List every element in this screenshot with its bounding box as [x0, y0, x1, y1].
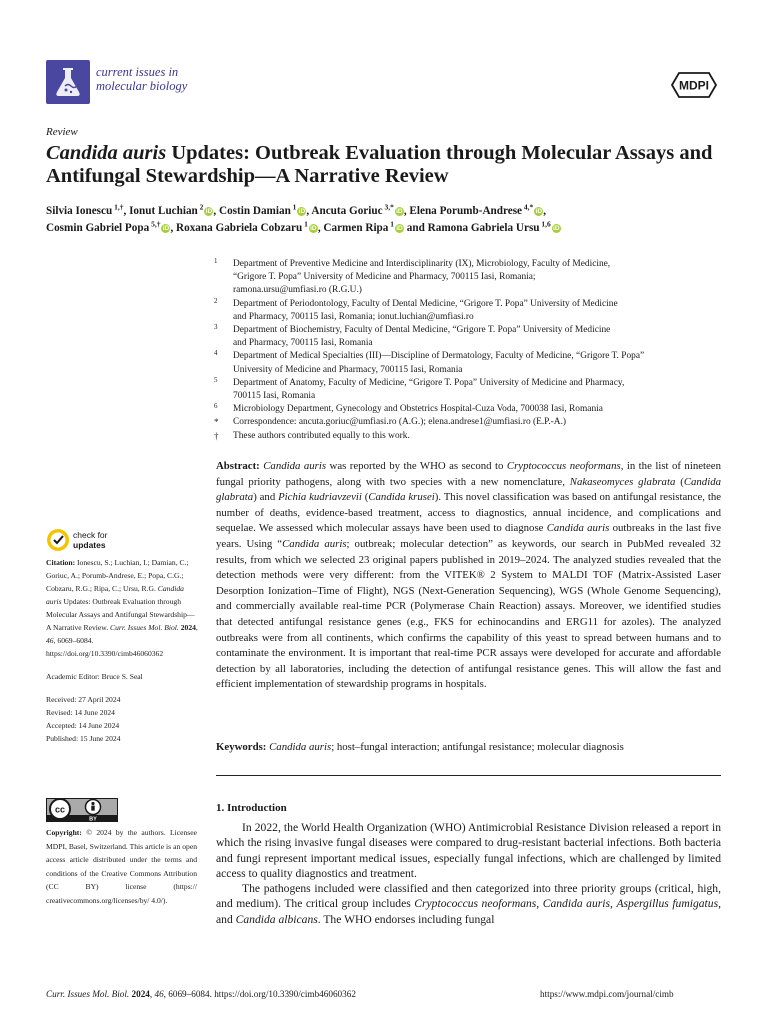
- text-run: ,: [610, 897, 617, 911]
- text-run: Ionescu, S.; Luchian, I.; Damian, C.; Goriuc, A.; Porumb-Andrese, E.; Popa, C.G.; Cobzaru, R.G.; Ripa, C.; Ursu, R.G.: [46, 558, 189, 593]
- title-rest: Updates: Outbreak Evaluation through Molecular Assays and Antifungal Stewardship—A Narrative Review: [46, 142, 713, 187]
- affiliation-item: [214, 416, 724, 429]
- by-text: BY: [89, 816, 97, 822]
- journal-logo-icon: [46, 60, 90, 104]
- italic-text: Nakaseomyces glabrata: [569, 475, 676, 488]
- copyright-text: © 2024 by the authors. Licensee MDPI, Basel, Switzerland. This article is an open access article distributed under the terms and conditions of the Creative Commons Attribution (CC BY) license (https:// creativecommons.org/licenses/by/ 4.0/).: [46, 828, 197, 905]
- text-run: ,: [536, 897, 543, 911]
- paragraph: [216, 881, 721, 927]
- author-affiliation-marker: 1,†: [112, 202, 124, 212]
- italic-text: Candida auris: [282, 537, 347, 550]
- orcid-icon[interactable]: iD: [310, 225, 317, 232]
- text-run: , and: [216, 897, 721, 926]
- author-affiliation-marker: 2: [197, 202, 204, 212]
- author-separator: ,: [317, 222, 324, 234]
- affiliation-marker: 1: [214, 257, 218, 265]
- author-affiliation-marker: 1,6: [539, 219, 551, 229]
- affiliation-marker: 6: [214, 402, 218, 411]
- bold-text: 2024: [180, 623, 196, 632]
- check-updates-line-2: updates: [73, 540, 106, 550]
- affiliation-line: Department of Preventive Medicine and Interdisciplinarity (IX), Microbiology, Faculty of Medicine,: [233, 259, 611, 269]
- text-run: . The WHO endorses including fungal: [317, 912, 495, 926]
- text-run: ,: [195, 623, 198, 632]
- text-run: ; outbreak; molecular detection” as keywords, our search in PubMed revealed 32 results, from which we selected 23 original papers published in 2019–2024. The analyzed studies revealed that the detection methods were very different: from the VITEK® 2 System to MALDI TOF (Matrix-Assisted Laser Desorption Ionization–Time of Flight), NGS (Next-Generation Sequencing), WGS (Whole Genome Sequencing), and commercially available real-time PCR (Polymerase Chain Reaction) assays. Moreover, we identified studies that detected antifungal resistance genes (e.g., FKS for echinocandins and ERG11 for azoles). The analyzed outbreaks were from all continents, which confirms the capability of this yeast to spread between humans and to contaminate the environment. It is important that real-time PCR assays were developed for accurate and affordable detection by all laboratories, including the detection of antifungal resistance genes. This will allow the fast and efficient implementation of stewardship programs in hospitals.: [216, 537, 722, 691]
- affiliation-item: [214, 377, 724, 403]
- italic-text: Cryptococcus neoformans: [506, 460, 621, 472]
- author-affiliation-marker: 3,*: [382, 202, 394, 212]
- affiliation-line: and Pharmacy, 700115 Iasi, Romania; ionut.luchian@umfiasi.ro: [233, 311, 474, 322]
- author-name: Roxana Gabriela Cobzaru: [176, 222, 303, 234]
- academic-editor: Academic Editor: Bruce S. Seal: [46, 672, 143, 681]
- author-name: Ramona Gabriela Ursu: [427, 222, 540, 234]
- author-affiliation-marker: 1: [290, 202, 297, 212]
- italic-text: Cryptococcus neoformans: [414, 897, 537, 911]
- mdpi-logo: [668, 70, 720, 100]
- affiliation-line: These authors contributed equally to this work.: [233, 430, 410, 441]
- affiliation-item: [214, 298, 724, 324]
- affiliation-line: University of Medicine and Pharmacy, 700115 Iasi, Romania: [233, 364, 463, 375]
- affiliation-line: Department of Medical Specialties (III)—Discipline of Dermatology, Faculty of Medicine, “Grigore T. Popa”: [233, 351, 645, 362]
- author-name: Carmen Ripa: [323, 222, 389, 234]
- check-updates-line-1: check for: [73, 530, 108, 540]
- keywords: [216, 741, 721, 753]
- italic-text: Candida krusei: [368, 491, 435, 504]
- author-affiliation-marker: 1: [388, 219, 394, 229]
- text-run: , in the list of nineteen fungal priority pathogens, along with two species with a new nomenclature,: [216, 460, 721, 488]
- date-line: Revised: 14 June 2024: [46, 708, 115, 717]
- italic-text: Candida auris: [269, 741, 332, 753]
- affiliation-marker: †: [214, 430, 219, 441]
- affiliation-item: [214, 324, 724, 350]
- citation: [46, 556, 198, 660]
- text-run: Updates: Outbreak Evaluation through Molecular Assays and Antifungal Stewardship—A Narrative Review.: [46, 597, 195, 632]
- check-for-updates-badge[interactable]: [46, 527, 126, 553]
- orcid-icon[interactable]: iD: [396, 208, 403, 215]
- author-separator: ,: [403, 205, 410, 217]
- author-list: [46, 203, 736, 237]
- italic-text: Candida auris: [542, 897, 611, 911]
- author-separator: ,: [306, 205, 312, 217]
- abstract-body: [216, 460, 721, 690]
- text-run: In 2022, the World Health Organization (WHO) Antimicrobial Resistance Division released a report in which the rising invasive fungal diseases were compared to drug-resistant bacterial infections. Both bacteria and fungi represent important medical issues, especially fungal infections, which are challenged by limited access to quality diagnostics and treatment.: [216, 821, 721, 880]
- author-name: Silvia Ionescu: [46, 205, 113, 217]
- section-heading: 1. Introduction: [216, 802, 287, 814]
- author-separator: ,: [213, 205, 219, 217]
- author-separator: ,: [543, 205, 547, 217]
- article-title: [46, 142, 736, 188]
- affiliation-line: 700115 Iasi, Romania: [233, 391, 316, 402]
- text-run: ) and: [253, 491, 279, 504]
- affiliation-marker: 2: [214, 296, 218, 305]
- italic-text: Curr. Issues Mol. Biol.: [110, 623, 179, 632]
- journal-name-line-1: current issues in: [96, 65, 179, 79]
- mdpi-logo-text: MDPI: [679, 78, 709, 93]
- orcid-icon[interactable]: iD: [535, 208, 543, 215]
- sidebar: [46, 556, 198, 745]
- affiliation-marker: 5: [214, 375, 218, 384]
- cc-by-license-badge[interactable]: [46, 798, 118, 822]
- affiliation-line: Microbiology Department, Gynecology and Obstetrics Hospital-Cuza Voda, 700038 Iasi, Romania: [233, 404, 603, 415]
- affiliations: [214, 258, 724, 443]
- italic-text: Candida auris: [546, 522, 610, 535]
- text-run: , 6069–6084. https://doi.org/10.3390/cimb46060362: [163, 989, 356, 999]
- italic-text: Curr. Issues Mol. Biol.: [46, 989, 130, 999]
- affiliation-item: [214, 403, 724, 416]
- text-run: ,: [149, 989, 155, 999]
- introduction-text: [216, 820, 721, 927]
- affiliation-line: and Pharmacy, 700115 Iasi, Romania: [233, 338, 373, 349]
- affiliation-marker: 3: [214, 323, 218, 332]
- author-affiliation-marker: 5,†: [149, 219, 161, 229]
- abstract-label: Abstract:: [216, 460, 260, 472]
- keywords-label: Keywords:: [216, 741, 267, 753]
- text-run: (: [675, 475, 684, 488]
- italic-text: 46: [46, 636, 54, 645]
- text-run: The pathogens included were classified and then categorized into three priority groups (critical, high, and medium). The critical group includes: [216, 882, 721, 911]
- italic-text: Candida auris: [263, 460, 327, 472]
- affiliation-marker: 4: [214, 349, 218, 358]
- affiliation-line: ramona.ursu@umfiasi.ro (R.G.U.): [233, 285, 362, 296]
- italic-text: Aspergillus fumigatus: [616, 897, 719, 911]
- orcid-icon[interactable]: iD: [162, 225, 170, 232]
- affiliation-item: [214, 430, 724, 443]
- text-run: ; host–fungal interaction; antifungal resistance; molecular diagnosis: [331, 741, 624, 753]
- affiliation-line: Department of Anatomy, Faculty of Medicine, “Grigore T. Popa” University of Medicine and Pharmacy,: [233, 377, 625, 388]
- journal-name: [96, 66, 187, 93]
- author-name: Ionut Luchian: [129, 205, 198, 217]
- text-run: , 6069–6084. https://doi.org/10.3390/cimb46060362: [46, 636, 164, 658]
- affiliation-item: [214, 258, 724, 298]
- author-name: Elena Porumb-Andrese: [409, 205, 523, 217]
- affiliation-line: “Grigore T. Popa” University of Medicine and Pharmacy, 700115 Iasi, Romania;: [233, 272, 536, 283]
- text-run: was reported by the WHO as second to: [326, 460, 507, 472]
- italic-text: Candida auris: [46, 584, 184, 606]
- orcid-icon[interactable]: iD: [205, 208, 213, 215]
- author-name: Ancuta Goriuc: [311, 205, 383, 217]
- journal-name-line-2: molecular biology: [96, 78, 188, 93]
- affiliation-marker: *: [214, 417, 219, 428]
- author-name: Cosmin Gabriel Popa: [46, 222, 150, 234]
- bold-text: 2024: [131, 989, 150, 999]
- title-species: Candida auris: [46, 142, 167, 164]
- author-affiliation-marker: 1: [302, 219, 308, 229]
- author-name: Costin Damian: [219, 205, 291, 217]
- italic-text: 46: [154, 989, 164, 999]
- dates-block: [46, 693, 198, 745]
- section-divider: [216, 775, 721, 776]
- affiliation-line: Department of Periodontology, Faculty of Dental Medicine, “Grigore T. Popa” University of Medicine: [233, 298, 618, 309]
- citation-body[interactable]: [46, 558, 198, 658]
- date-line: Accepted: 14 June 2024: [46, 721, 120, 730]
- italic-text: Candida albicans: [235, 912, 318, 926]
- cc-text: cc: [54, 804, 66, 815]
- text-run: outbreaks in the last five years. Using “: [216, 522, 721, 550]
- copyright-label: Copyright:: [46, 828, 82, 837]
- italic-text: Pichia kudriavzevii: [278, 491, 362, 504]
- date-line: Received: 27 April 2024: [46, 695, 121, 704]
- paragraph: [216, 820, 721, 881]
- orcid-icon[interactable]: iD: [298, 208, 306, 215]
- citation-label: Citation:: [46, 558, 76, 567]
- copyright-notice: [46, 826, 197, 907]
- author-affiliation-marker: 4,*: [522, 202, 534, 212]
- text-run: ). This novel classification was based on antifungal resistance, the number of deaths, evidence-based treatment, access to diagnostics, annual incidence, and complications and sequelae. We assessed which molecular assays have been used to diagnose: [216, 491, 722, 535]
- abstract: [216, 459, 721, 693]
- footer-citation: [46, 989, 356, 999]
- affiliation-line: Department of Biochemistry, Faculty of Dental Medicine, “Grigore T. Popa” University of Medicine: [233, 325, 611, 336]
- italic-text: Candida glabrata: [216, 475, 722, 504]
- date-line: Published: 15 June 2024: [46, 734, 121, 743]
- author-separator: ,: [123, 205, 130, 217]
- footer-journal-url[interactable]: https://www.mdpi.com/journal/cimb: [540, 989, 674, 999]
- affiliation-item: [214, 350, 724, 376]
- keywords-body: [266, 741, 623, 753]
- orcid-icon[interactable]: iD: [553, 225, 560, 232]
- author-separator: ,: [170, 222, 177, 234]
- affiliation-line: Correspondence: ancuta.goriuc@umfiasi.ro (A.G.); elena.andrese1@umfiasi.ro (E.P.-A.): [233, 417, 567, 428]
- article-type: Review: [46, 126, 78, 138]
- orcid-icon[interactable]: iD: [396, 225, 403, 232]
- author-separator: and: [404, 222, 428, 234]
- text-run: (: [361, 491, 369, 504]
